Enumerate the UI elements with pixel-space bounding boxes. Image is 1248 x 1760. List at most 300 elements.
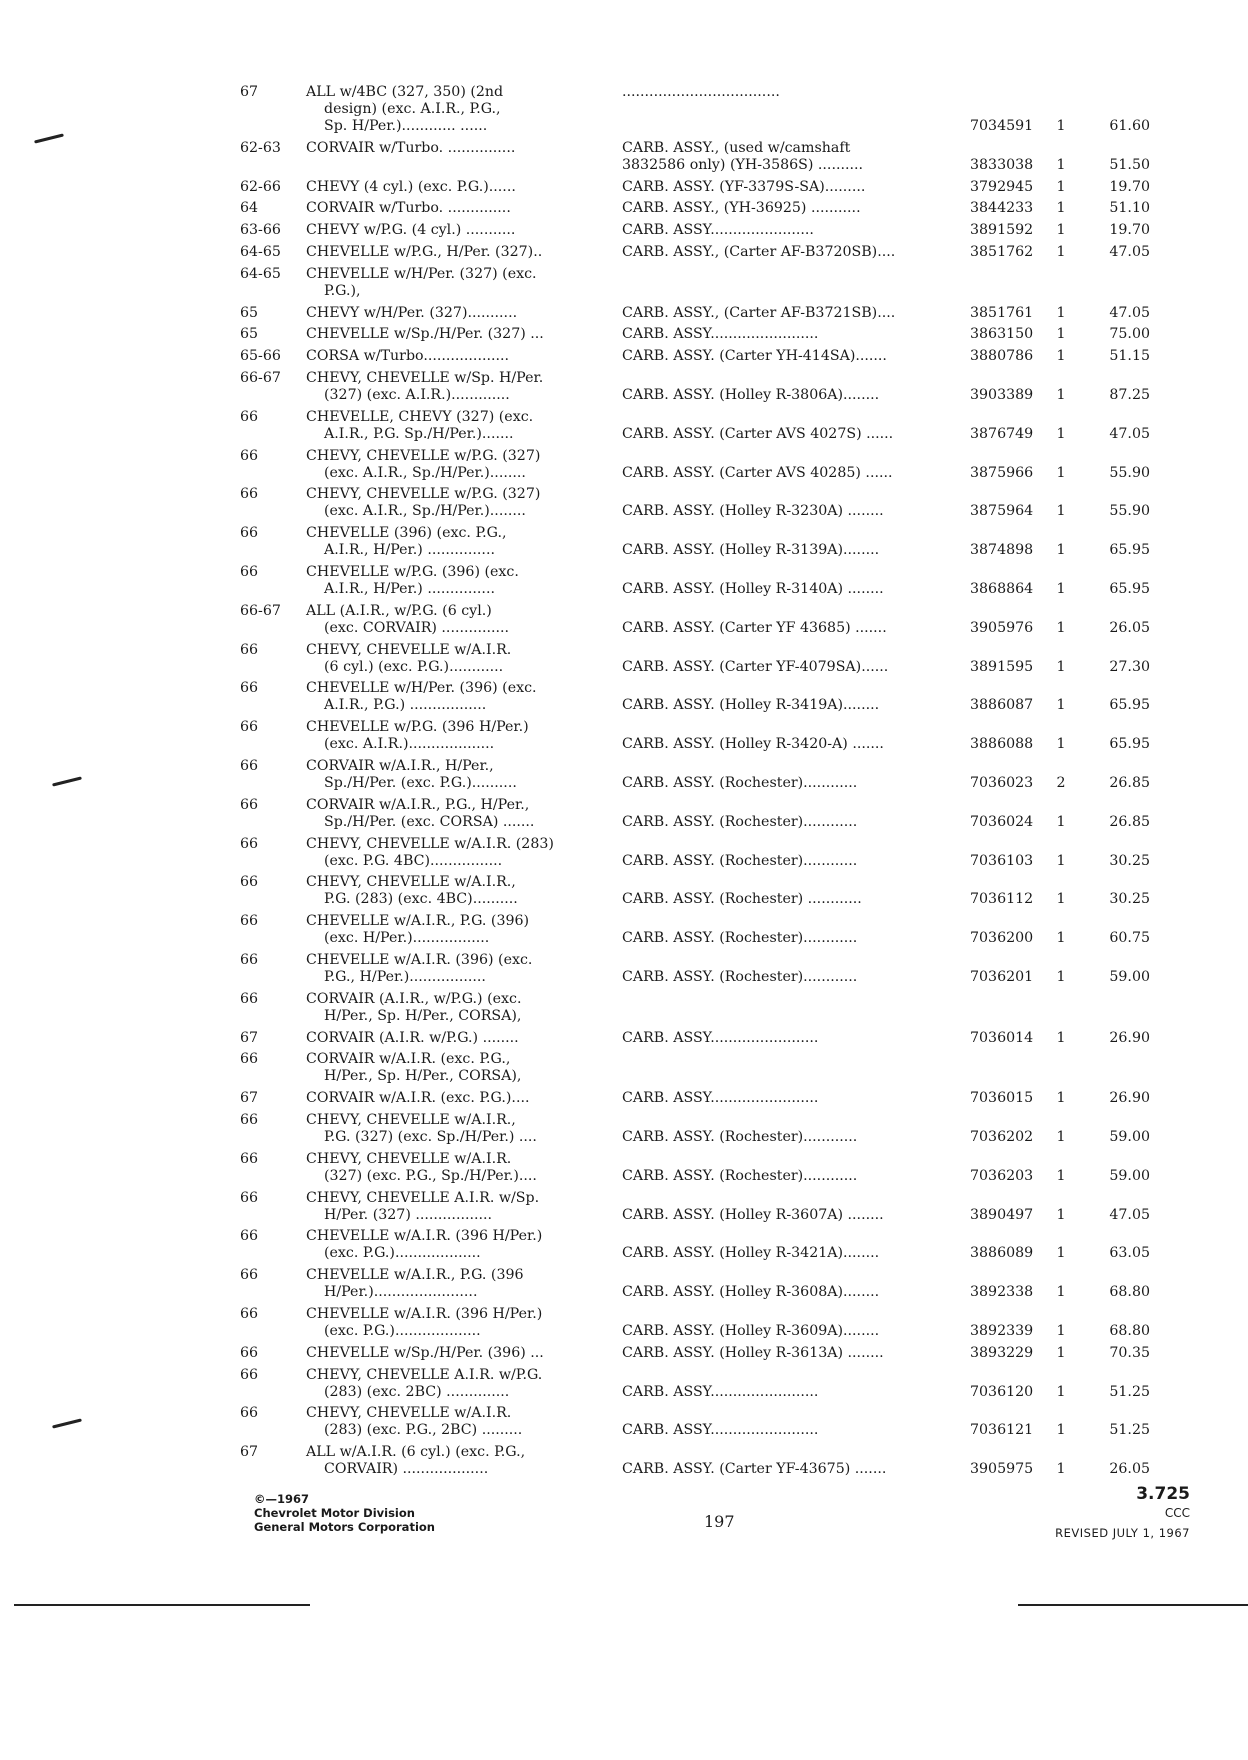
quantity: 1	[1056, 222, 1066, 239]
catalog-entry	[240, 913, 1210, 947]
application-cell	[306, 1030, 606, 1047]
quantity: 1	[1056, 1167, 1066, 1184]
description-cell	[622, 719, 962, 753]
catalog-entry	[240, 991, 1210, 1025]
description-line	[622, 564, 962, 581]
quantity: 1	[1056, 1323, 1066, 1339]
description-cell	[622, 326, 962, 343]
application-cell	[306, 370, 606, 404]
price: 59.00	[1109, 969, 1150, 985]
quantity: 1	[1056, 244, 1066, 260]
price: 65.95	[1109, 581, 1150, 597]
price: 19.70	[1109, 178, 1150, 195]
application-line: A.I.R., P.G. Sp./H/Per.).......	[324, 425, 514, 442]
application-cell	[306, 409, 606, 443]
application-line: H/Per.).......................	[324, 1284, 478, 1301]
footer-section	[1020, 1484, 1190, 1540]
application-line: H/Per. (327) .................	[324, 1206, 493, 1223]
catalog-entry	[240, 874, 1210, 908]
model-year: 66	[240, 1112, 259, 1128]
application-line: (exc. CORVAIR) ...............	[324, 619, 510, 636]
catalog-entry	[240, 836, 1210, 870]
application-line: P.G.),	[324, 282, 361, 299]
part-number: 7036103	[970, 852, 1034, 869]
part-number: 7036024	[970, 813, 1034, 830]
catalog-entry	[240, 486, 1210, 520]
model-year: 66	[240, 564, 259, 580]
application-cell	[306, 200, 606, 217]
price: 26.85	[1109, 813, 1150, 830]
description-line	[622, 719, 962, 736]
description-line	[622, 1151, 962, 1168]
description-line	[622, 913, 962, 930]
part-number: 3880786	[970, 348, 1034, 365]
part-number: 3875964	[970, 503, 1034, 520]
description-line: CARB. ASSY. (Rochester)............	[622, 1167, 858, 1184]
application-line: A.I.R., P.G.) .................	[324, 697, 487, 714]
part-number: 7036121	[970, 1422, 1034, 1439]
application-cell	[306, 1112, 606, 1146]
description-line	[622, 486, 962, 503]
application-line: CHEVY, CHEVELLE A.I.R. w/P.G.	[306, 1366, 543, 1383]
description-line: CARB. ASSY. (Rochester)............	[622, 930, 858, 947]
quantity: 1	[1056, 503, 1066, 520]
description-cell	[622, 1090, 962, 1107]
application-line: CORVAIR (A.I.R., w/P.G.) (exc.	[306, 990, 522, 1007]
application-line: CHEVELLE w/A.I.R. (396) (exc.	[306, 952, 533, 968]
catalog-entry	[240, 370, 1210, 404]
description-line: CARB. ASSY. (Holley R-3139A)........	[622, 542, 880, 559]
application-line: CHEVELLE w/P.G. (396 H/Per.)	[306, 719, 529, 736]
price: 51.25	[1109, 1383, 1150, 1400]
model-year: 64-65	[240, 265, 281, 282]
application-line: CHEVY w/H/Per. (327)...........	[306, 304, 518, 321]
part-number: 7036120	[970, 1383, 1034, 1400]
application-line: (exc. H/Per.).................	[324, 930, 490, 947]
application-line: (283) (exc. 2BC) ..............	[324, 1383, 510, 1400]
application-cell	[306, 952, 606, 986]
price: 68.80	[1109, 1323, 1150, 1339]
price: 30.25	[1109, 891, 1150, 908]
description-line: CARB. ASSY........................	[622, 326, 819, 343]
application-cell	[306, 603, 606, 637]
application-line: A.I.R., H/Per.) ...............	[324, 542, 495, 559]
price: 47.05	[1109, 425, 1150, 442]
quantity: 1	[1056, 156, 1066, 173]
part-number: 7036201	[970, 969, 1034, 985]
quantity: 1	[1056, 1461, 1066, 1478]
application-line: (exc. P.G. 4BC)................	[324, 852, 503, 869]
description-cell	[622, 244, 962, 261]
model-year: 66	[240, 1306, 259, 1322]
description-cell	[622, 836, 962, 870]
part-number: 3876749	[970, 425, 1034, 442]
part-number: 3851762	[970, 244, 1034, 260]
application-line: (327) (exc. A.I.R.).............	[324, 387, 510, 403]
catalog-entry	[240, 1030, 1210, 1047]
application-line: CORVAIR (A.I.R. w/P.G.) ........	[306, 1029, 519, 1046]
application-line: CHEVELLE (396) (exc. P.G.,	[306, 525, 507, 542]
application-line: ALL w/4BC (327, 350) (2nd	[306, 84, 504, 100]
quantity: 1	[1056, 304, 1066, 321]
application-line: ALL (A.I.R., w/P.G. (6 cyl.)	[306, 602, 492, 619]
model-year: 64	[240, 200, 259, 217]
model-year: 65	[240, 326, 259, 343]
description-cell	[622, 874, 962, 908]
description-cell	[622, 140, 962, 174]
description-line	[622, 448, 962, 465]
model-year: 66	[240, 680, 259, 697]
description-line: CARB. ASSY. (Carter AVS 4027S) ......	[622, 425, 894, 442]
price: 47.05	[1109, 244, 1150, 260]
description-cell	[622, 1267, 962, 1301]
application-line: P.G., H/Per.).................	[324, 969, 486, 985]
part-number: 7036203	[970, 1167, 1034, 1184]
application-cell	[306, 1228, 606, 1262]
application-line: (exc. A.I.R.)...................	[324, 736, 495, 753]
part-number: 3868864	[970, 581, 1034, 597]
application-line: CORVAIR w/A.I.R., H/Per.,	[306, 758, 494, 774]
description-cell	[622, 370, 962, 404]
punch-hole-mark-middle	[52, 776, 82, 786]
description-cell	[622, 758, 962, 792]
model-year: 66	[240, 1189, 259, 1206]
description-line	[622, 642, 962, 659]
model-year: 67	[240, 1444, 259, 1461]
description-line: CARB. ASSY. (Holley R-3420-A) .......	[622, 736, 884, 753]
application-cell	[306, 1051, 606, 1085]
price: 75.00	[1109, 326, 1150, 343]
price: 70.35	[1109, 1344, 1150, 1361]
catalog-entry	[240, 448, 1210, 482]
description-cell	[622, 1345, 962, 1362]
model-year: 66	[240, 525, 259, 542]
catalog-entry	[240, 305, 1210, 322]
price: 26.90	[1109, 1029, 1150, 1046]
description-line: CARB. ASSY. (Carter YF-4079SA)......	[622, 658, 889, 675]
part-number: 7036200	[970, 930, 1034, 947]
description-cell	[622, 913, 962, 947]
price: 87.25	[1109, 387, 1150, 403]
quantity: 1	[1056, 1090, 1066, 1107]
description-line: CARB. ASSY........................	[622, 1029, 819, 1046]
part-number: 3886088	[970, 736, 1034, 753]
application-cell	[306, 222, 606, 239]
quantity: 1	[1056, 1422, 1066, 1439]
quantity: 1	[1056, 581, 1066, 597]
catalog-entry	[240, 348, 1210, 365]
description-line	[622, 1267, 962, 1284]
description-cell	[622, 1190, 962, 1224]
price: 59.00	[1109, 1129, 1150, 1145]
description-line	[622, 409, 962, 426]
part-number: 7036014	[970, 1029, 1034, 1046]
model-year: 66	[240, 758, 259, 774]
description-cell	[622, 200, 962, 217]
application-cell	[306, 525, 606, 559]
model-year: 66	[240, 835, 259, 852]
description-cell	[622, 642, 962, 676]
price: 51.10	[1109, 200, 1150, 217]
application-line: Sp./H/Per. (exc. P.G.)..........	[324, 775, 517, 791]
catalog-entry	[240, 758, 1210, 792]
model-year: 62-63	[240, 139, 281, 156]
application-cell	[306, 1190, 606, 1224]
catalog-entry	[240, 1267, 1210, 1301]
quantity: 1	[1056, 348, 1066, 365]
application-line: CHEVELLE w/H/Per. (396) (exc.	[306, 680, 537, 697]
quantity: 1	[1056, 891, 1066, 908]
application-cell	[306, 913, 606, 947]
price: 26.05	[1109, 1461, 1150, 1478]
catalog-entry	[240, 603, 1210, 637]
application-cell	[306, 642, 606, 676]
part-number: 3893229	[970, 1344, 1034, 1361]
catalog-entry	[240, 1367, 1210, 1401]
quantity: 1	[1056, 326, 1066, 343]
application-line: ALL w/A.I.R. (6 cyl.) (exc. P.G.,	[306, 1444, 526, 1461]
application-line: CHEVY, CHEVELLE w/A.I.R.	[306, 1405, 512, 1422]
model-year: 64-65	[240, 244, 281, 260]
application-cell	[306, 1367, 606, 1401]
part-number: 7036202	[970, 1129, 1034, 1145]
part-number: 3875966	[970, 464, 1034, 481]
application-cell	[306, 179, 606, 196]
description-line	[622, 1190, 962, 1207]
application-line: CHEVY, CHEVELLE w/A.I.R.,	[306, 1112, 516, 1128]
description-line: CARB. ASSY. (Holley R-3419A)........	[622, 697, 880, 714]
part-number: 7034591	[970, 118, 1034, 134]
description-line: CARB. ASSY., (used w/camshaft	[622, 139, 851, 156]
application-line: CHEVELLE w/A.I.R. (396 H/Per.)	[306, 1228, 543, 1245]
description-line	[622, 1306, 962, 1323]
application-line: CHEVY w/P.G. (4 cyl.) ...........	[306, 222, 516, 239]
application-line: Sp. H/Per.)............ ......	[324, 118, 488, 134]
description-line: CARB. ASSY........................	[622, 1090, 819, 1107]
catalog-entry	[240, 1051, 1210, 1085]
catalog-entry	[240, 1112, 1210, 1146]
application-line: CHEVELLE w/A.I.R., P.G. (396	[306, 1267, 524, 1284]
model-year: 63-66	[240, 222, 281, 239]
description-line	[622, 1228, 962, 1245]
description-line: CARB. ASSY. (Rochester)............	[622, 813, 858, 830]
description-line	[622, 952, 962, 969]
catalog-entry	[240, 1190, 1210, 1224]
model-year: 62-66	[240, 178, 281, 195]
application-line: CORVAIR w/Turbo. ...............	[306, 139, 516, 156]
quantity: 1	[1056, 930, 1066, 947]
punch-hole-mark-top	[34, 133, 64, 143]
part-number: 3851761	[970, 304, 1034, 321]
description-cell	[622, 952, 962, 986]
model-year: 67	[240, 84, 259, 100]
application-line: (283) (exc. P.G., 2BC) .........	[324, 1422, 523, 1439]
description-line: CARB. ASSY., (Carter AF-B3721SB)....	[622, 304, 896, 321]
application-cell	[306, 348, 606, 365]
application-line: A.I.R., H/Per.) ...............	[324, 581, 495, 597]
description-line: CARB. ASSY. (Holley R-3230A) ........	[622, 503, 884, 520]
part-number: 3886087	[970, 697, 1034, 714]
description-line: CARB. ASSY. (Holley R-3607A) ........	[622, 1206, 884, 1223]
description-line: CARB. ASSY........................	[622, 1422, 819, 1439]
part-number: 3903389	[970, 387, 1034, 403]
model-year: 66	[240, 486, 259, 503]
part-number: 7036015	[970, 1090, 1034, 1107]
description-cell	[622, 409, 962, 443]
description-line: CARB. ASSY. (Holley R-3421A)........	[622, 1245, 880, 1262]
application-line: (327) (exc. P.G., Sp./H/Per.)....	[324, 1167, 537, 1184]
description-cell	[622, 1228, 962, 1262]
description-cell	[622, 680, 962, 714]
description-cell	[622, 564, 962, 598]
description-cell	[622, 222, 962, 239]
part-number: 3891595	[970, 658, 1034, 675]
application-cell	[306, 448, 606, 482]
catalog-entry	[240, 1228, 1210, 1262]
description-line: CARB. ASSY. (Carter YF 43685) .......	[622, 619, 887, 636]
quantity: 1	[1056, 1383, 1066, 1400]
quantity: 1	[1056, 658, 1066, 675]
application-line: CHEVY, CHEVELLE w/P.G. (327)	[306, 486, 541, 503]
quantity: 1	[1056, 852, 1066, 869]
description-cell	[622, 1405, 962, 1439]
application-cell	[306, 719, 606, 753]
price: 51.25	[1109, 1422, 1150, 1439]
description-line	[622, 370, 962, 387]
catalog-entry	[240, 1444, 1210, 1478]
description-line	[622, 1367, 962, 1384]
model-year: 66	[240, 719, 259, 736]
quantity: 1	[1056, 464, 1066, 481]
description-cell	[622, 1151, 962, 1185]
section-number: 3.725	[1136, 1484, 1190, 1504]
catalog-entry	[240, 84, 1210, 135]
quantity: 1	[1056, 387, 1066, 403]
description-cell	[622, 305, 962, 322]
quantity: 1	[1056, 425, 1066, 442]
description-line	[622, 680, 962, 697]
application-cell	[306, 266, 606, 300]
model-year: 66	[240, 913, 259, 930]
application-line: (6 cyl.) (exc. P.G.)............	[324, 658, 504, 675]
description-line	[622, 836, 962, 853]
application-line: P.G. (283) (exc. 4BC)..........	[324, 891, 518, 908]
description-line: CARB. ASSY. (Holley R-3806A)........	[622, 387, 880, 403]
model-year: 66	[240, 1267, 259, 1284]
description-cell	[622, 1306, 962, 1340]
description-cell	[622, 448, 962, 482]
application-cell	[306, 326, 606, 343]
description-cell	[622, 797, 962, 831]
application-line: CORVAIR) ...................	[324, 1461, 489, 1478]
model-year: 66	[240, 1366, 259, 1383]
price: 61.60	[1109, 118, 1150, 134]
application-cell	[306, 1090, 606, 1107]
description-line	[622, 797, 962, 814]
model-year: 66	[240, 641, 259, 658]
application-line: CHEVY, CHEVELLE w/A.I.R.	[306, 1150, 512, 1167]
application-line: Sp./H/Per. (exc. CORSA) .......	[324, 813, 535, 830]
application-cell	[306, 84, 606, 135]
description-cell	[622, 603, 962, 637]
part-number: 3905975	[970, 1461, 1034, 1478]
application-line: CHEVY, CHEVELLE w/A.I.R.	[306, 641, 512, 658]
catalog-entry	[240, 797, 1210, 831]
description-line: CARB. ASSY. (Rochester) ............	[622, 891, 862, 908]
application-line: CHEVY, CHEVELLE w/Sp. H/Per.	[306, 370, 544, 386]
price: 59.00	[1109, 1167, 1150, 1184]
quantity: 1	[1056, 813, 1066, 830]
application-line: CORVAIR w/A.I.R., P.G., H/Per.,	[306, 796, 530, 813]
application-cell	[306, 1345, 606, 1362]
part-number: 3863150	[970, 326, 1034, 343]
catalog-entry	[240, 222, 1210, 239]
catalog-entry	[240, 140, 1210, 174]
application-cell	[306, 1267, 606, 1301]
application-cell	[306, 797, 606, 831]
application-line: design) (exc. A.I.R., P.G.,	[324, 101, 501, 117]
application-line: CHEVELLE w/Sp./H/Per. (327) ...	[306, 326, 544, 343]
description-cell	[622, 84, 962, 101]
price: 27.30	[1109, 658, 1150, 675]
price: 26.90	[1109, 1090, 1150, 1107]
application-line: H/Per., Sp. H/Per., CORSA),	[324, 1007, 522, 1024]
model-year: 65	[240, 304, 259, 321]
application-line: CHEVELLE, CHEVY (327) (exc.	[306, 408, 534, 425]
application-line: (exc. P.G.)...................	[324, 1323, 481, 1339]
description-line: CARB. ASSY. (Rochester)............	[622, 775, 858, 791]
description-line	[622, 1405, 962, 1422]
bottom-rule-left	[14, 1604, 310, 1606]
model-year: 66	[240, 447, 259, 464]
quantity: 2	[1056, 775, 1066, 791]
description-cell	[622, 1367, 962, 1401]
description-line: CARB. ASSY. (Holley R-3608A)........	[622, 1284, 880, 1301]
description-line: 3832586 only) (YH-3586S) ..........	[622, 156, 864, 173]
catalog-entry	[240, 1090, 1210, 1107]
part-number: 7036112	[970, 891, 1034, 908]
price: 19.70	[1109, 222, 1150, 239]
catalog-entry	[240, 525, 1210, 559]
model-year: 66-67	[240, 370, 281, 386]
application-line: CORSA w/Turbo...................	[306, 348, 510, 365]
footer-publisher	[254, 1492, 435, 1534]
catalog-entry	[240, 244, 1210, 261]
application-cell	[306, 140, 606, 157]
description-line: CARB. ASSY. (Rochester)............	[622, 969, 858, 985]
part-number: 3886089	[970, 1245, 1034, 1262]
description-line	[622, 1444, 962, 1461]
application-line: CHEVY, CHEVELLE A.I.R. w/Sp.	[306, 1189, 540, 1206]
part-number: 3890497	[970, 1206, 1034, 1223]
model-year: 66	[240, 1405, 259, 1422]
application-line: CHEVELLE w/P.G. (396) (exc.	[306, 564, 519, 580]
model-year: 66	[240, 1051, 259, 1068]
price: 55.90	[1109, 464, 1150, 481]
description-line: CARB. ASSY. (Rochester)............	[622, 1129, 858, 1145]
part-number: 3892339	[970, 1323, 1034, 1339]
catalog-entry	[240, 266, 1210, 300]
catalog-entry	[240, 1345, 1210, 1362]
model-year: 66	[240, 408, 259, 425]
application-line: CHEVELLE w/A.I.R. (396 H/Per.)	[306, 1306, 543, 1322]
application-cell	[306, 1444, 606, 1478]
model-year: 67	[240, 1090, 259, 1107]
quantity: 1	[1056, 1284, 1066, 1301]
application-cell	[306, 486, 606, 520]
application-cell	[306, 991, 606, 1025]
quantity: 1	[1056, 697, 1066, 714]
